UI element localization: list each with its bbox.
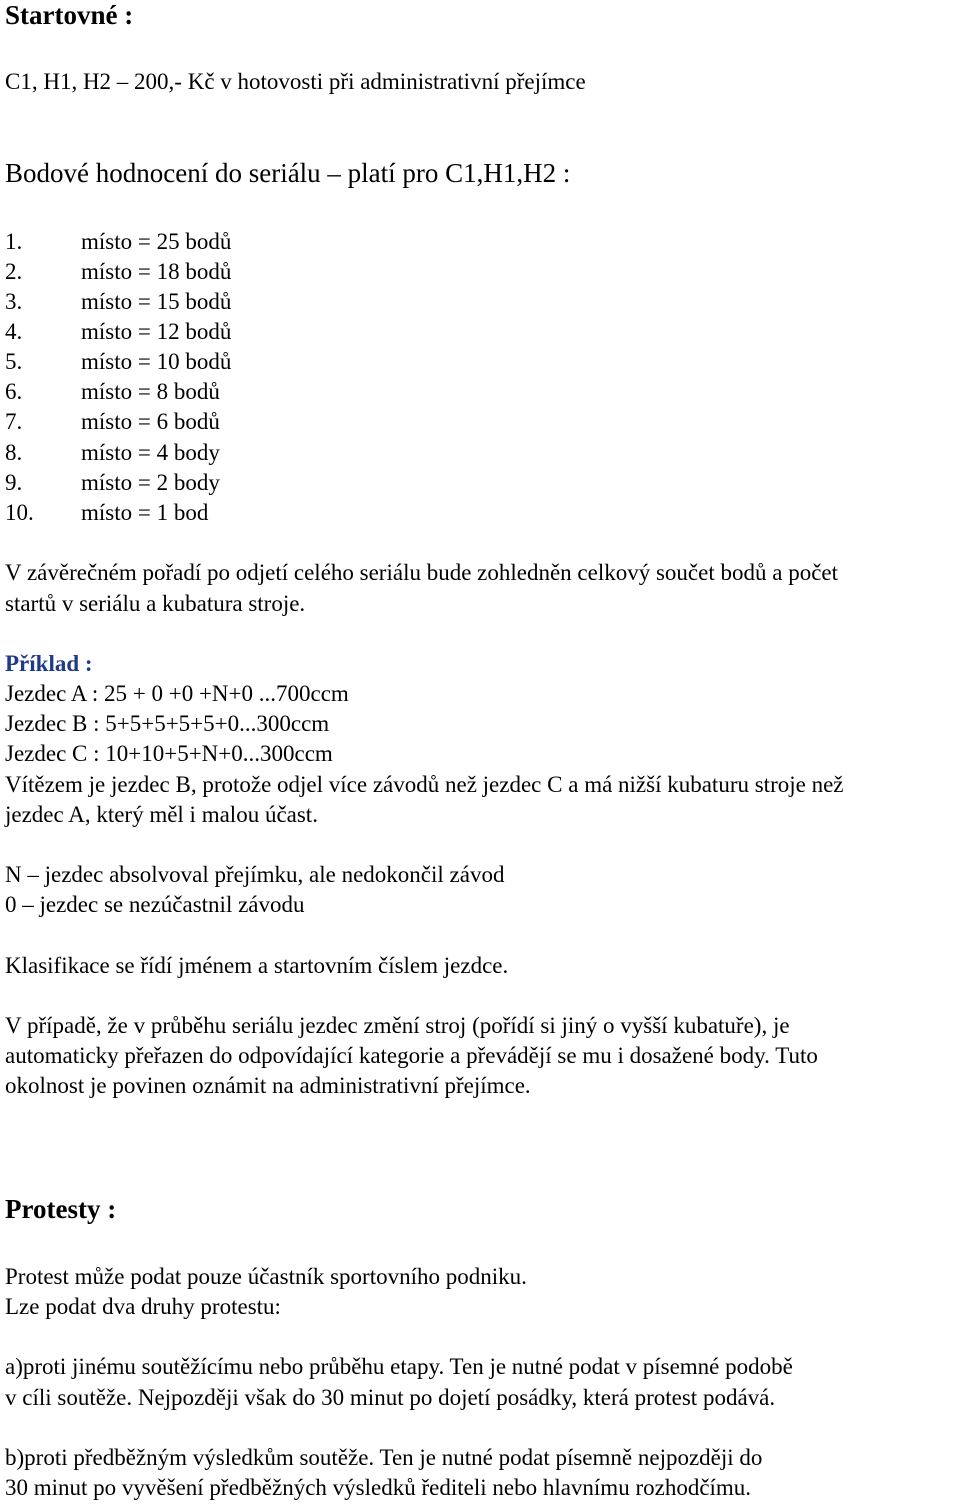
example-rider-c: Jezdec C : 10+10+5+N+0...300ccm — [5, 741, 333, 766]
legend-zero: 0 – jezdec se nezúčastnil závodu — [5, 892, 305, 917]
list-item — [5, 317, 231, 347]
zmena-line-3: okolnost je povinen oznámit na administrativní přejímce. — [5, 1073, 531, 1098]
list-item — [5, 227, 231, 257]
list-item-number: 5. — [5, 349, 23, 374]
list-item-text: místo = 6 bodů — [81, 409, 220, 434]
summary-line-1: V závěrečném pořadí po odjetí celého seriálu bude zohledněn celkový součet bodů a počet — [5, 560, 839, 585]
list-item-text: místo = 1 bod — [81, 500, 209, 525]
list-item — [5, 468, 220, 498]
list-item-number: 6. — [5, 379, 23, 404]
protest-a-line-2: v cíli soutěže. Nejpozději však do 30 minut po dojetí posádky, která protest podává. — [5, 1385, 776, 1410]
list-item-number: 10. — [5, 500, 34, 525]
list-item-text: místo = 25 bodů — [81, 229, 232, 254]
list-item — [5, 407, 220, 437]
example-rider-a: Jezdec A : 25 + 0 +0 +N+0 ...700ccm — [5, 681, 349, 706]
list-item-text: místo = 2 body — [81, 470, 220, 495]
winner-line-2: jezdec A, který měl i malou účast. — [5, 802, 318, 827]
list-item — [5, 438, 220, 468]
protest-b-line-1: b)proti předběžným výsledkům soutěže. Ten je nutné podat písemně nejpozději do — [5, 1445, 763, 1470]
protest-b-line-2: 30 minut po vyvěšení předběžných výsledků řediteli nebo hlavnímu rozhodčímu. — [5, 1475, 752, 1500]
list-item-number: 7. — [5, 409, 23, 434]
protest-a-line-1: a)proti jinému soutěžícímu nebo průběhu etapy. Ten je nutné podat v písemné podobě — [5, 1354, 793, 1379]
list-item-number: 9. — [5, 470, 23, 495]
summary-line-2: startů v seriálu a kubatura stroje. — [5, 591, 306, 616]
list-item-text: místo = 15 bodů — [81, 289, 232, 314]
bodove-heading: Bodové hodnocení do seriálu – platí pro C1,H1,H2 : — [5, 158, 571, 188]
winner-line-1: Vítězem je jezdec B, protože odjel více závodů než jezdec C a má nižší kubaturu stroje než — [5, 772, 844, 797]
list-item-number: 3. — [5, 289, 23, 314]
list-item-number: 2. — [5, 259, 23, 284]
list-item-text: místo = 8 bodů — [81, 379, 220, 404]
list-item — [5, 347, 231, 377]
zmena-line-1: V případě, že v průběhu seriálu jezdec změní stroj (pořídí si jiný o vyšší kubatuře), je — [5, 1013, 790, 1038]
list-item-text: místo = 10 bodů — [81, 349, 232, 374]
protesty-line-1: Protest může podat pouze účastník sportovního podniku. — [5, 1264, 527, 1289]
protesty-line-2: Lze podat dva druhy protestu: — [5, 1294, 281, 1319]
list-item-number: 4. — [5, 319, 23, 344]
klasifikace-text: Klasifikace se řídí jménem a startovním číslem jezdce. — [5, 953, 509, 978]
list-item-number: 1. — [5, 229, 23, 254]
list-item — [5, 498, 208, 528]
list-item-number: 8. — [5, 440, 23, 465]
zmena-line-2: automaticky přeřazen do odpovídající kategorie a převádějí se mu i dosažené body. Tuto — [5, 1043, 818, 1068]
list-item-text: místo = 12 bodů — [81, 319, 232, 344]
list-item — [5, 287, 231, 317]
list-item-text: místo = 18 bodů — [81, 259, 232, 284]
protesty-heading: Protesty : — [5, 1194, 117, 1224]
list-item-text: místo = 4 body — [81, 440, 220, 465]
startovne-heading: Startovné : — [5, 0, 134, 30]
startovne-fee: C1, H1, H2 – 200,- Kč v hotovosti při administrativní přejímce — [5, 69, 586, 94]
list-item — [5, 257, 231, 287]
priklad-heading: Příklad : — [5, 651, 93, 676]
example-rider-b: Jezdec B : 5+5+5+5+5+0...300ccm — [5, 711, 330, 736]
list-item — [5, 377, 220, 407]
legend-n: N – jezdec absolvoval přejímku, ale nedokončil závod — [5, 862, 505, 887]
